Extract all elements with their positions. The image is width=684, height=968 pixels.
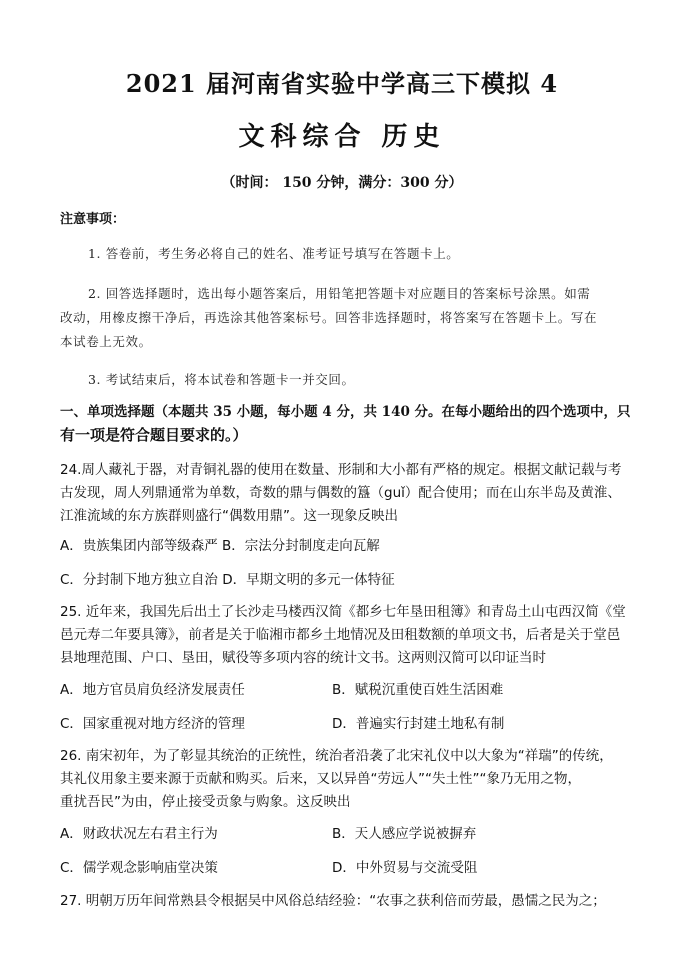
q26-option-d: D．中外贸易与交流受阻 bbox=[332, 860, 478, 876]
q24-stem-line-1: 24.周人藏礼于器，对青铜礼器的使用在数量、形制和大小都有严格的规定。根据文献记载与考 bbox=[60, 462, 622, 478]
q26-option-c: C．儒学观念影响庙堂决策 bbox=[60, 860, 218, 876]
q24-options-ab: A．贵族集团内部等级森严 B．宗法分封制度走向瓦解 bbox=[60, 538, 380, 554]
notice-item-1: 1. 答卷前，考生务必将自己的姓名、准考证号填写在答题卡上。 bbox=[88, 246, 460, 261]
q25-option-c: C．国家重视对地方经济的管理 bbox=[60, 716, 245, 732]
section-heading-line-2: 有一项是符合题目要求的。） bbox=[60, 426, 248, 444]
q24-options-cd: C．分封制下地方独立自治 D．早期文明的多元一体特征 bbox=[60, 572, 395, 588]
notice-heading: 注意事项： bbox=[60, 212, 126, 227]
q26-stem-line-3: 重扰吾民”为由，停止接受贡象与购象。这反映出 bbox=[60, 794, 351, 810]
q25-stem-line-3: 县地理范围、户口、垦田，赋役等多项内容的统计文书。这两则汉简可以印证当时 bbox=[60, 650, 546, 666]
q24-stem-line-3: 江淮流域的东方族群则盛行“偶数用鼎”。这一现象反映出 bbox=[60, 508, 398, 524]
q25-option-b: B．赋税沉重使百姓生活困难 bbox=[332, 682, 504, 698]
section-heading-line-1: 一、单项选择题（本题共 35 小题，每小题 4 分，共 140 分。在每小题给出的四个选项中，只 bbox=[60, 404, 631, 420]
q26-stem-line-2: 其礼仪用象主要来源于贡献和购买。后来，又以异兽“劳远人”“失土性”“象乃无用之物， bbox=[60, 771, 581, 787]
notice-item-2-line-2: 改动，用橡皮擦干净后，再选涂其他答案标号。回答非选择题时，将答案写在答题卡上。写在 bbox=[60, 310, 598, 325]
q25-option-a: A．地方官员肩负经济发展责任 bbox=[60, 682, 245, 698]
q24-stem-line-2: 古发现，周人列鼎通常为单数，奇数的鼎与偶数的簋（guǐ）配合使用；而在山东半岛及黄淮、 bbox=[60, 485, 621, 501]
q26-stem-line-1: 26. 南宋初年，为了彰显其统治的正统性，统治者沿袭了北宋礼仪中以大象为“祥瑞”的传统， bbox=[60, 748, 613, 764]
notice-item-2-line-1: 2. 回答选择题时，选出每小题答案后，用铅笔把答题卡对应题目的答案标号涂黑。如需 bbox=[88, 286, 591, 301]
q26-option-b: B．天人感应学说被摒弃 bbox=[332, 826, 477, 842]
exam-subtitle: 文科综合 历史 bbox=[238, 122, 446, 152]
notice-item-2-line-3: 本试卷上无效。 bbox=[60, 334, 152, 349]
q25-option-d: D．普遍实行封建土地私有制 bbox=[332, 716, 505, 732]
exam-time-info: （时间： 150 分钟，满分：300 分） bbox=[221, 175, 463, 191]
q25-stem-line-1: 25. 近年来，我国先后出土了长沙走马楼西汉简《都乡七年垦田租簿》和青岛土山屯西汉简《堂 bbox=[60, 604, 626, 620]
q26-option-a: A．财政状况左右君主行为 bbox=[60, 826, 218, 842]
q25-stem-line-2: 邑元寿二年要具簿》，前者是关于临湘市都乡土地情况及田租数额的单项文书，后者是关于堂邑 bbox=[60, 627, 621, 643]
exam-title: 2021 届河南省实验中学高三下模拟 4 bbox=[125, 69, 559, 98]
notice-item-3: 3. 考试结束后，将本试卷和答题卡一并交回。 bbox=[88, 372, 355, 387]
q27-stem-line-1: 27. 明朝万历年间常熟县令根据吴中风俗总结经验：“农事之获利倍而劳最，愚懦之民为之； bbox=[60, 893, 606, 909]
